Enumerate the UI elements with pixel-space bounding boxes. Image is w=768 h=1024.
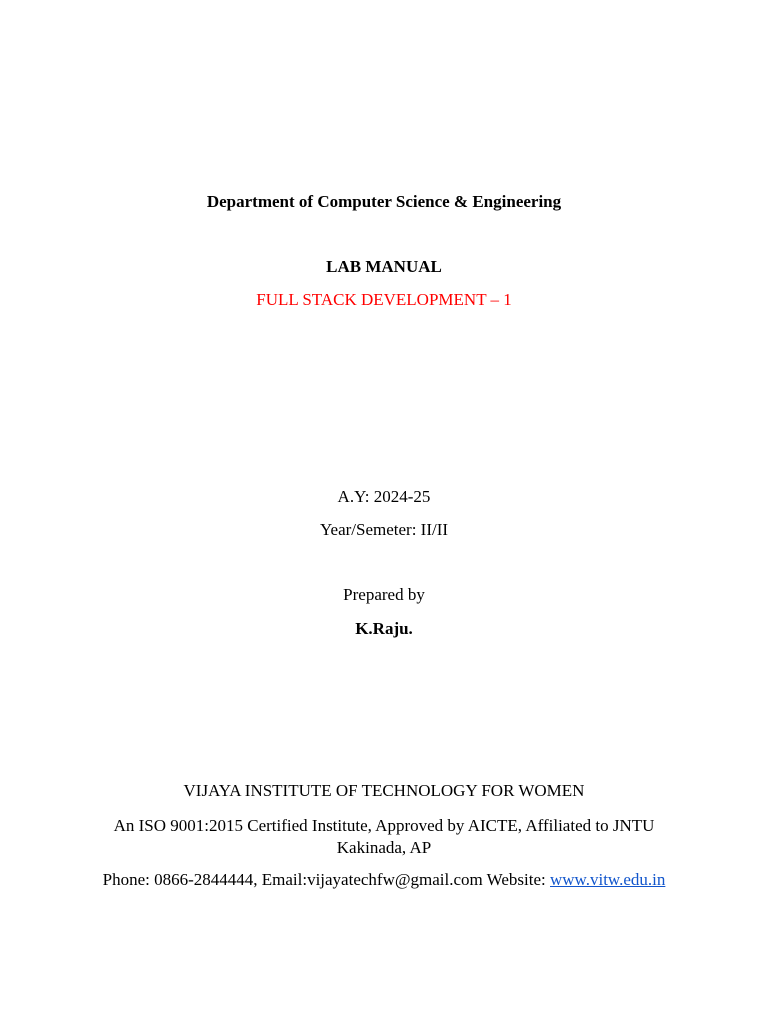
contact-text: Phone: 0866-2844444, Email:vijayatechfw@gmail.com Website: [102, 870, 550, 889]
prepared-by-label: Prepared by [343, 585, 425, 604]
website-link[interactable]: www.vitw.edu.in [550, 870, 666, 889]
academic-year: A.Y: 2024-25 [337, 487, 431, 506]
accreditation-text: An ISO 9001:2015 Certified Institute, Approved by AICTE, Affiliated to JNTU Kakinada, AP [113, 816, 655, 857]
department-heading: Department of Computer Science & Engineering [206, 192, 562, 211]
subject-title: FULL STACK DEVELOPMENT – 1 [256, 290, 512, 309]
document-type-title: LAB MANUAL [326, 257, 442, 276]
year-semester: Year/Semeter: II/II [319, 520, 449, 539]
contact-line [0, 869, 768, 891]
institute-name: VIJAYA INSTITUTE OF TECHNOLOGY FOR WOMEN [183, 781, 585, 800]
author-name: K.Raju. [355, 619, 413, 638]
